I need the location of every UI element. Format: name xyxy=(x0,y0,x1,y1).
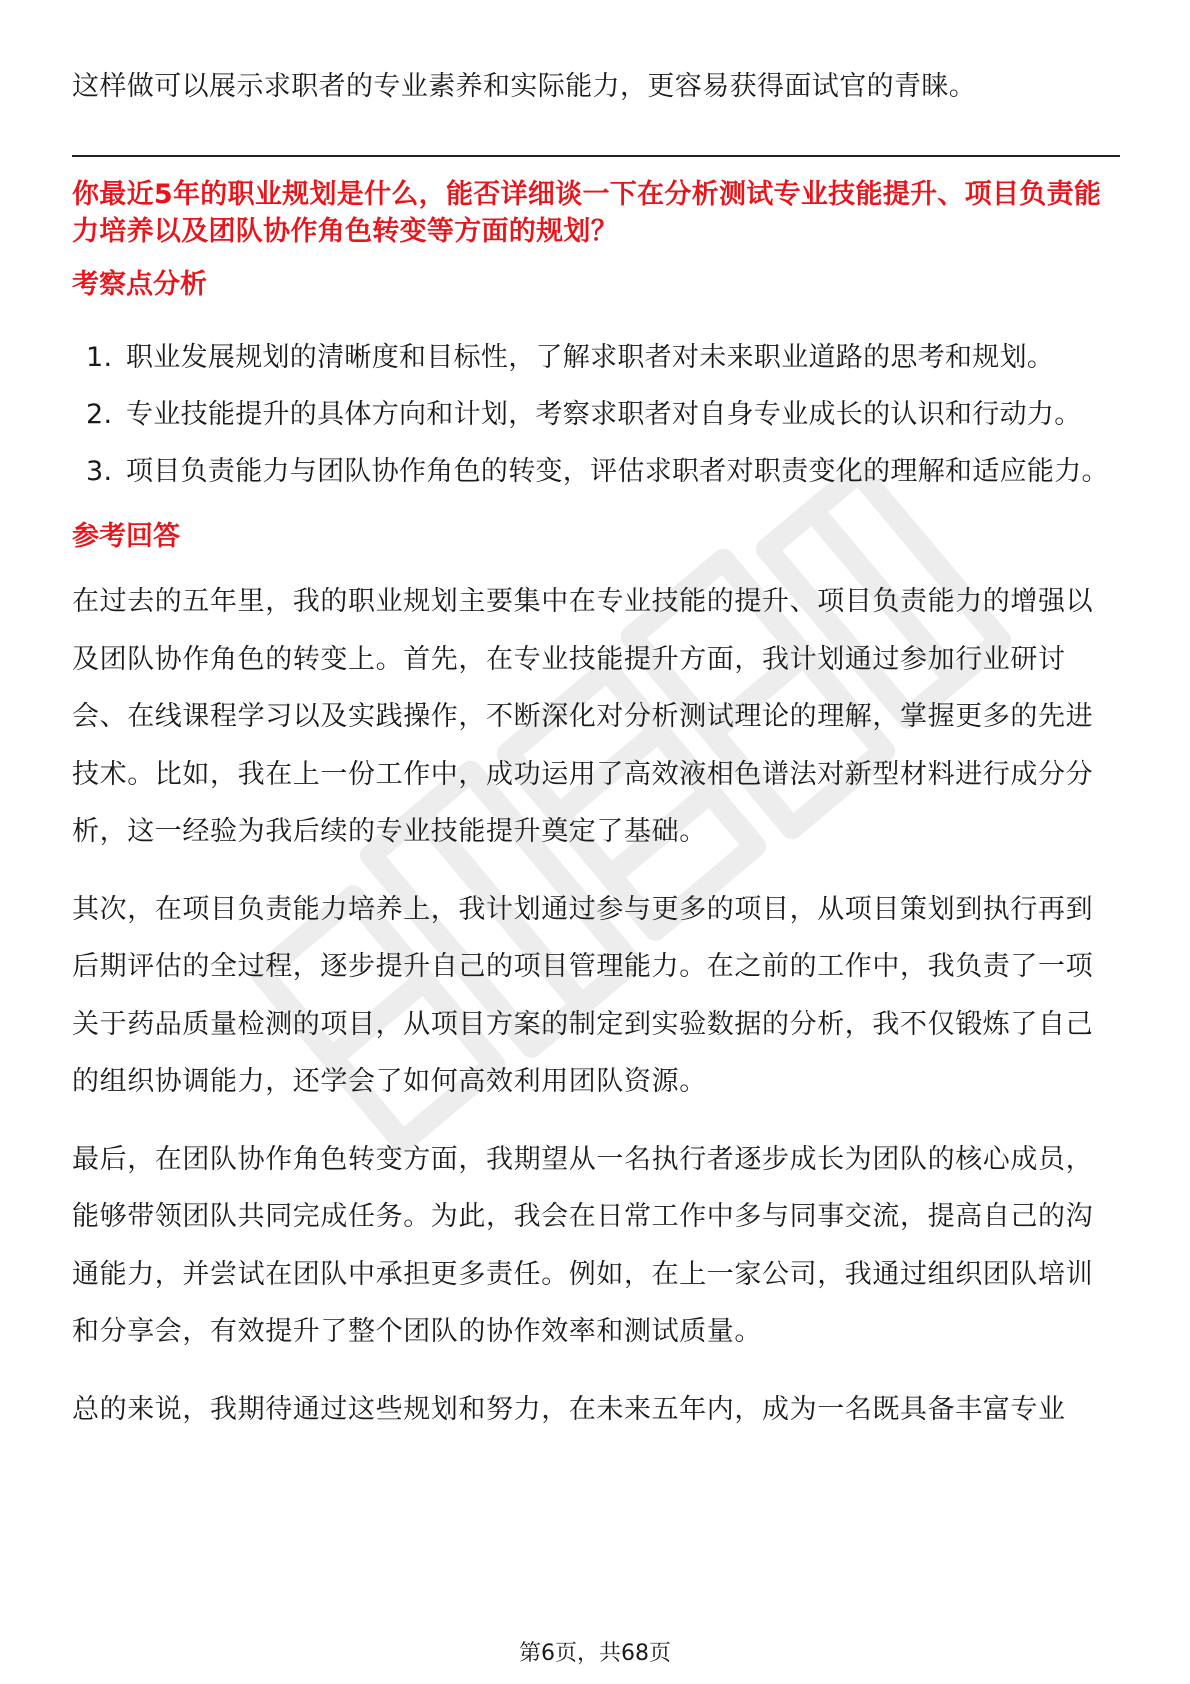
list-item-text: 职业发展规划的清晰度和目标性，了解求职者对未来职业道路的思考和规划。 xyxy=(126,342,1055,373)
answer-title: 参考回答 xyxy=(72,521,180,552)
list-item-text: 项目负责能力与团队协作角色的转变，评估求职者对职责变化的理解和适应能力。 xyxy=(126,456,1109,487)
list-item-number: 2. xyxy=(86,399,113,430)
list-item-text: 专业技能提升的具体方向和计划，考察求职者对自身专业成长的认识和行动力。 xyxy=(126,399,1082,430)
answer-paragraph: 最后，在团队协作角色转变方面，我期望从一名执行者逐步成长为团队的核心成员，能够带领团队共同完成任务。为此，我会在日常工作中多与同事交流，提高自己的沟通能力，并尝试在团队中承担更多责任。例如，在上一家公司，我通过组织团队培训和分享会，有效提升了整个团队的协作效率和测试质量。 xyxy=(72,1143,1094,1347)
list-item xyxy=(72,443,1120,500)
analysis-title: 考察点分析 xyxy=(72,269,207,300)
question-heading: 你最近5年的职业规划是什么，能否详细谈一下在分析测试专业技能提升、项目负责能力培养以及团队协作角色转变等方面的规划？ xyxy=(72,179,1102,247)
main-content xyxy=(72,58,1120,1438)
page-number-footer: 第6页，共68页 xyxy=(519,1641,671,1666)
list-item-number: 1. xyxy=(86,342,113,373)
answer-paragraph: 在过去的五年里，我的职业规划主要集中在专业技能的提升、项目负责能力的增强以及团队协作角色的转变上。首先，在专业技能提升方面，我计划通过参加行业研讨会、在线课程学习以及实践操作，不断深化对分析测试理论的理解，掌握更多的先进技术。比如，我在上一份工作中，成功运用了高效液相色谱法对新型材料进行成分分析，这一经验为我后续的专业技能提升奠定了基础。 xyxy=(72,586,1094,847)
list-item xyxy=(72,386,1120,443)
answer-paragraph: 其次，在项目负责能力培养上，我计划通过参与更多的项目，从项目策划到执行再到后期评估的全过程，逐步提升自己的项目管理能力。在之前的工作中，我负责了一项关于药品质量检测的项目，从项目方案的制定到实验数据的分析，我不仅锻炼了自己的组织协调能力，还学会了如何高效利用团队资源。 xyxy=(72,893,1094,1097)
answer-body xyxy=(72,573,1120,1438)
answer-paragraph: 总的来说，我期待通过这些规划和努力，在未来五年内，成为一名既具备丰富专业 xyxy=(72,1393,1066,1425)
list-item xyxy=(72,329,1120,386)
intro-paragraph: 这样做可以展示求职者的专业素养和实际能力，更容易获得面试官的青睐。 xyxy=(72,71,977,102)
section-divider xyxy=(72,155,1120,157)
list-item-number: 3. xyxy=(86,456,113,487)
analysis-list xyxy=(72,329,1120,500)
